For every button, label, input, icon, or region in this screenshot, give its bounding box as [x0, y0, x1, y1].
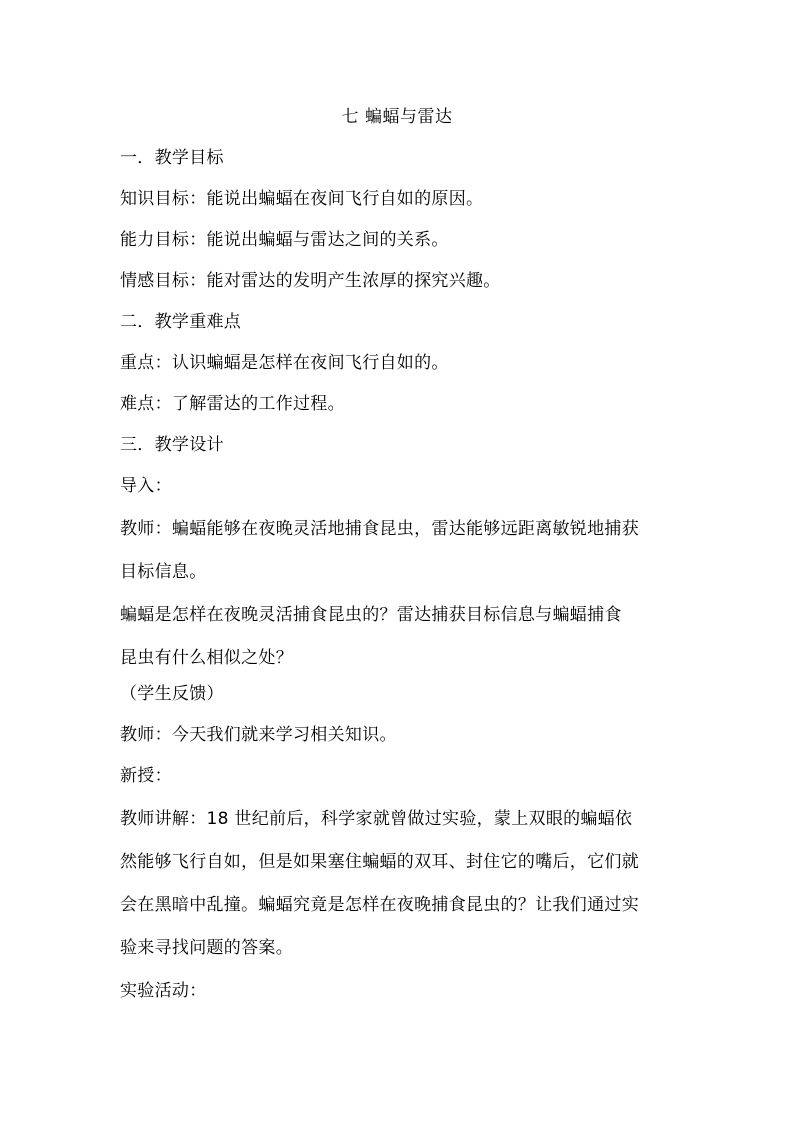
difficult-point: 难点：了解雷达的工作过程。	[120, 394, 345, 414]
ability-objective: 能力目标：能说出蝙蝠与雷达之间的关系。	[120, 230, 449, 250]
key-point: 重点：认识蝙蝠是怎样在夜间飞行自如的。	[120, 353, 449, 373]
paragraph-line: 目标信息。	[120, 562, 207, 582]
student-feedback: （学生反馈）	[120, 684, 224, 704]
document-title: 七 蝙蝠与雷达	[341, 107, 453, 127]
section-heading-objectives: 一．教学目标	[120, 148, 224, 168]
paragraph-line: 然能够飞行自如，但是如果塞住蝙蝠的双耳、封住它的嘴后，它们就	[120, 852, 639, 872]
teacher-line: 教师：今天我们就来学习相关知识。	[120, 725, 397, 745]
paragraph-line: 蝙蝠是怎样在夜晚灵活捕食昆虫的？雷达捕获目标信息与蝙蝠捕食	[120, 605, 622, 625]
emotion-objective: 情感目标：能对雷达的发明产生浓厚的探究兴趣。	[120, 271, 501, 291]
experiment-label: 实验活动：	[120, 981, 207, 1001]
intro-label: 导入：	[120, 476, 172, 496]
paragraph-line: 会在黑暗中乱撞。蝙蝠究竟是怎样在夜晚捕食昆虫的？让我们通过实	[120, 895, 639, 915]
section-heading-design: 三．教学设计	[120, 435, 224, 455]
paragraph-line: 验来寻找问题的答案。	[120, 938, 293, 958]
knowledge-objective: 知识目标：能说出蝙蝠在夜间飞行自如的原因。	[120, 189, 484, 209]
section-heading-key-points: 二．教学重难点	[120, 312, 242, 332]
new-lesson-label: 新授：	[120, 766, 172, 786]
paragraph-line: 昆虫有什么相似之处？	[120, 648, 293, 668]
paragraph-line: 教师：蝙蝠能够在夜晚灵活地捕食昆虫，雷达能够远距离敏锐地捕获	[120, 519, 639, 539]
paragraph-line: 教师讲解：18 世纪前后，科学家就曾做过实验，蒙上双眼的蝙蝠依	[120, 809, 633, 829]
